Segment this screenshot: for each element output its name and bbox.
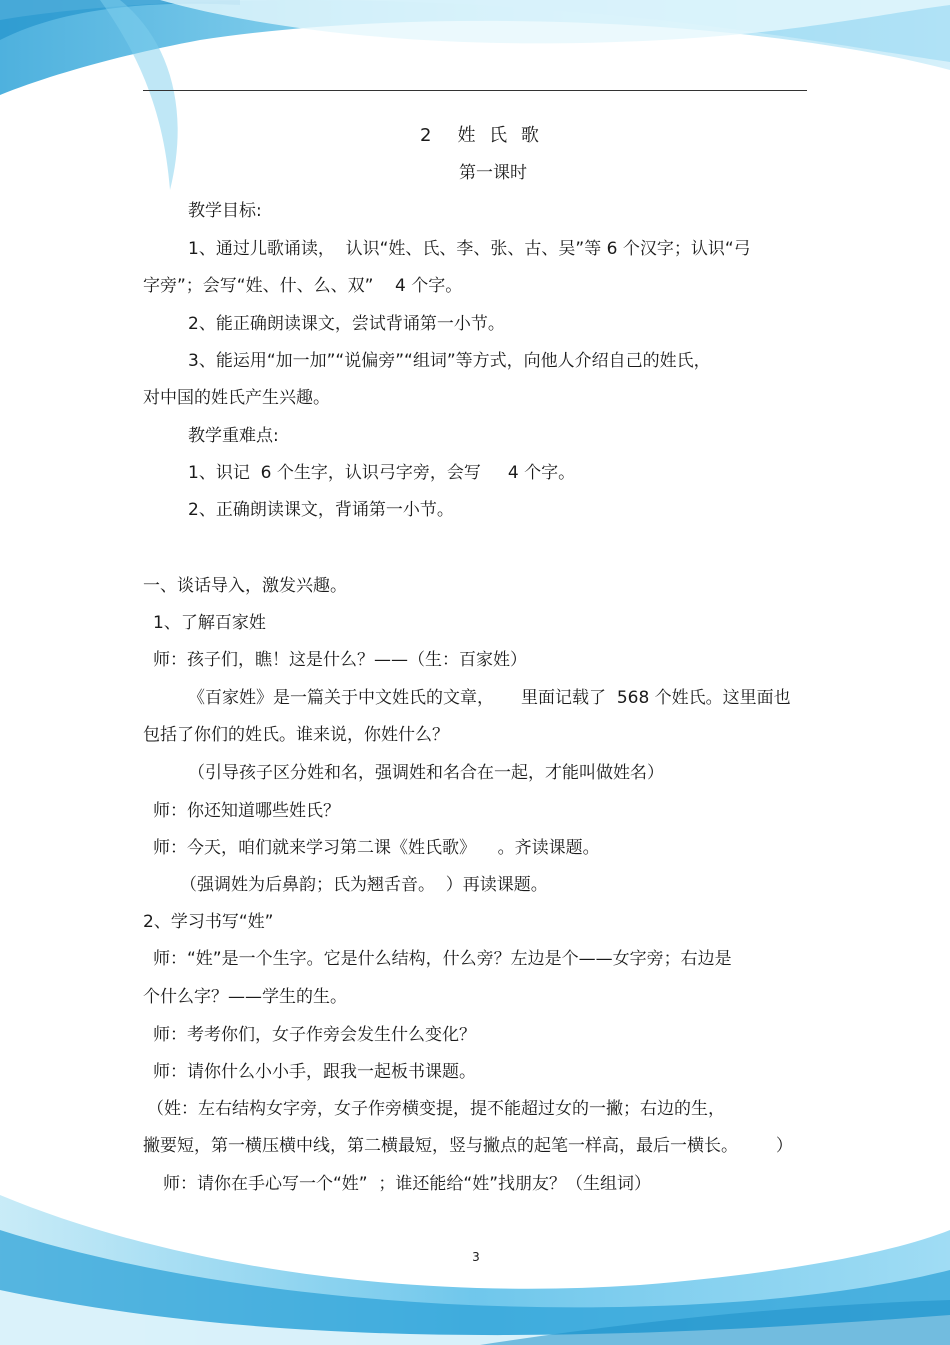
key-point-2: 2、正确朗读课文，背诵第一小节。: [188, 500, 454, 520]
objective-3-line-2: 对中国的姓氏产生兴趣。: [143, 388, 330, 408]
step-2-heading: 2、学习书写“姓”: [143, 912, 274, 932]
paragraph-line: 包括了你们的姓氏。谁来说，你姓什么？: [143, 725, 449, 745]
objective-1-line-1: 1、通过儿歌诵读， 认识“姓、氏、李、张、古、吴”等 6 个汉字；认识“弓: [188, 239, 751, 259]
note-line: （引导孩子区分姓和名，强调姓和名合在一起，才能叫做姓名）: [188, 763, 664, 783]
objective-3-line-1: 3、能运用“加一加”“说偏旁”“组词”等方式，向他人介绍自己的姓氏，: [188, 351, 711, 371]
key-point-1: 1、识记 6 个生字，认识弓字旁，会写 4 个字。: [188, 463, 576, 483]
lesson-subtitle: 第一课时: [459, 163, 527, 183]
note-line: （姓：左右结构女字旁，女子作旁横变提，提不能超过女的一撇；右边的生，: [147, 1099, 725, 1119]
objective-2: 2、能正确朗读课文，尝试背诵第一小节。: [188, 314, 505, 334]
section-heading-key-points: 教学重难点:: [188, 426, 279, 446]
dialogue-line: 师：今天，咱们就来学习第二课《姓氏歌》 。齐读课题。: [153, 838, 600, 858]
dialogue-line: 师：孩子们，瞧！这是什么？——（生：百家姓）: [153, 650, 527, 670]
dialogue-line: 个什么字？——学生的生。: [143, 987, 347, 1007]
lesson-title: 2 姓 氏 歌: [420, 125, 543, 146]
note-line: （强调姓为后鼻韵；氏为翘舌音。 ）再读课题。: [180, 875, 548, 895]
paragraph-line: 《百家姓》是一篇关于中文姓氏的文章， 里面记载了 568 个姓氏。这里面也: [188, 688, 791, 708]
objective-1-line-2: 字旁”；会写“姓、什、么、双” 4 个字。: [143, 276, 463, 296]
dialogue-line: 师：请你什么小小手，跟我一起板书课题。: [153, 1062, 476, 1082]
section-heading-objectives: 教学目标:: [188, 201, 262, 221]
dialogue-line: 师：“姓”是一个生字。它是什么结构，什么旁？左边是个——女字旁；右边是: [153, 949, 732, 969]
step-1-heading: 1、了解百家姓: [153, 613, 266, 633]
page-number: 3: [472, 1250, 480, 1264]
section-heading-intro: 一、谈话导入，激发兴趣。: [143, 576, 347, 596]
dialogue-line: 师：你还知道哪些姓氏？: [153, 801, 340, 821]
header-rule: [143, 90, 807, 91]
note-line: 撇要短，第一横压横中线，第二横最短，竖与撇点的起笔一样高，最后一横长。 ）: [143, 1136, 793, 1156]
dialogue-line: 师：考考你们，女子作旁会发生什么变化？: [153, 1025, 476, 1045]
dialogue-line: 师：请你在手心写一个“姓” ；谁还能给“姓”找朋友？（生组词）: [163, 1174, 652, 1194]
